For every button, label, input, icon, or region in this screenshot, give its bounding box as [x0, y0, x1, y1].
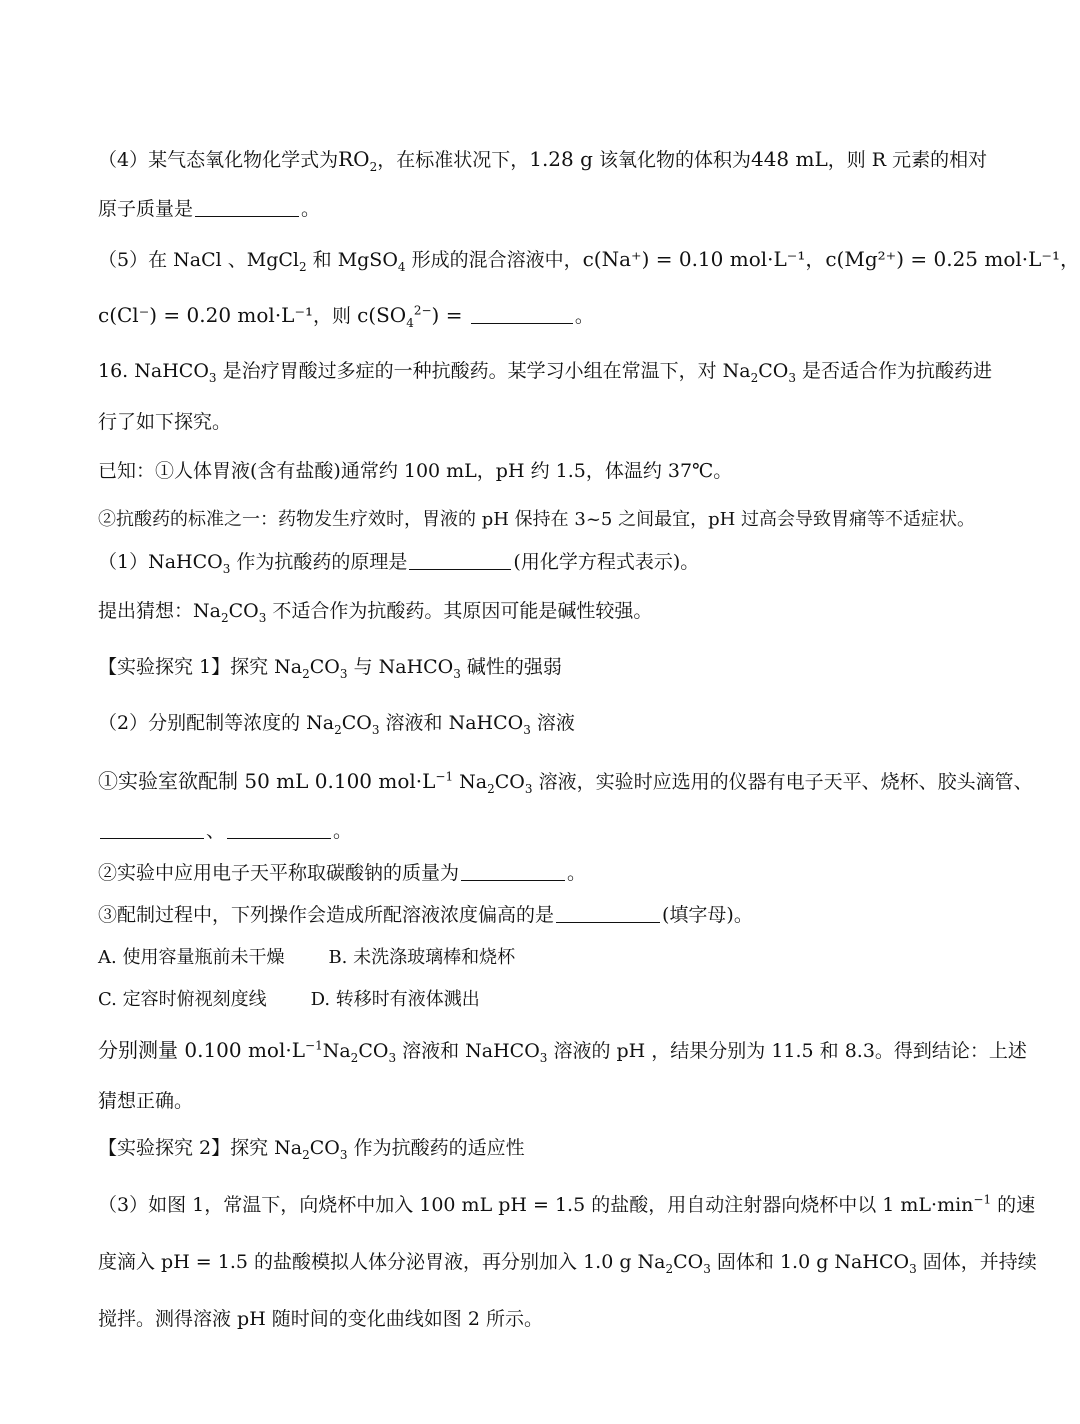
q16-hypothesis: 提出猜想：$Na_2CO_3$ 不适合作为抗酸药。其原因可能是碱性较强。: [98, 600, 653, 625]
option-c[interactable]: C. 定容时俯视刻度线: [98, 989, 267, 1010]
answer-blank[interactable]: [471, 305, 573, 324]
answer-blank[interactable]: [461, 862, 565, 881]
q16-measurement-line1: 分别测量 0.100 $mol\cdot L^{-1}Na_2CO_3$ 溶液和 NaHCO$_3$ 溶液的 pH ，结果分别为 11.5 和 8.3。得到结论：上述: [98, 1038, 1027, 1065]
q15-part5-line1: （5）在 NaCl 、MgCl$_2$ 和 MgSO$_4$ 形成的混合溶液中，c(Na⁺) = 0.10 mol·L⁻¹，c(Mg²⁺) = 0.25 mol·L⁻¹，: [98, 247, 1080, 274]
q16-part3-line3: 搅拌。测得溶液 pH 随时间的变化曲线如图 2 所示。: [98, 1308, 543, 1330]
q16-intro-line2: 行了如下探究。: [98, 411, 232, 433]
q16-options-row2: [98, 989, 480, 1011]
answer-blank[interactable]: [227, 820, 331, 839]
option-b[interactable]: B. 未洗涤玻璃棒和烧杯: [328, 947, 516, 968]
q15-part5-line2: c(Cl⁻) = 0.20 mol·L⁻¹，则 $c(SO_4^{2-})$ = 。: [98, 303, 594, 330]
q16-part1: （1）NaHCO$_3$ 作为抗酸药的原理是 (用化学方程式表示)。: [98, 551, 700, 576]
q16-experiment1-heading: 【实验探究 1】探究 $Na_2CO_3$ 与 NaHCO$_3$ 碱性的强弱: [98, 656, 562, 681]
q15-part4-line2: 原子质量是 。: [98, 198, 321, 220]
answer-blank[interactable]: [409, 551, 511, 570]
q16-experiment2-heading: 【实验探究 2】探究 $Na_2CO_3$ 作为抗酸药的适应性: [98, 1137, 525, 1162]
answer-blank[interactable]: [556, 904, 660, 923]
q16-known-1: 已知：①人体胃液(含有盐酸)通常约 100 mL，pH 约 1.5，体温约 37℃。: [98, 460, 733, 482]
q16-part3-line2: 度滴入 pH = 1.5 的盐酸模拟人体分泌胃液，再分别加入 1.0 g $Na_2CO_3$ 固体和 1.0 g NaHCO$_3$ 固体，并持续: [98, 1251, 1037, 1276]
q16-part2: （2）分别配制等浓度的 $Na_2CO_3$ 溶液和 NaHCO$_3$ 溶液: [98, 712, 575, 737]
q16-part3-line1: （3）如图 1，常温下，向烧杯中加入 100 mL pH = 1.5 的盐酸，用自动注射器向烧杯中以 1 $mL\cdot\min^{-1}$ 的速: [98, 1192, 1036, 1216]
q16-step2: ②实验中应用电子天平称取碳酸钠的质量为 。: [98, 862, 587, 884]
q16-step3: ③配制过程中，下列操作会造成所配溶液浓度偏高的是 (填字母)。: [98, 904, 753, 926]
option-a[interactable]: A. 使用容量瓶前未干燥: [98, 947, 285, 968]
answer-blank[interactable]: [100, 820, 204, 839]
q16-known-2: ②抗酸药的标准之一：药物发生疗效时，胃液的 pH 保持在 3~5 之间最宜，pH 过高会导致胃痛等不适症状。: [98, 509, 976, 530]
q15-part4-line1: （4）某气态氧化物化学式为$RO_2$，在标准状况下，1.28 g 该氧化物的体积为448 mL，则 R 元素的相对: [98, 147, 988, 174]
q16-options-row1: [98, 947, 515, 969]
q16-step1-line1: ①实验室欲配制 50 mL 0.100 $mol\cdot L^{-1}$ $Na_2CO_3$ 溶液，实验时应选用的仪器有电子天平、烧杯、胶头滴管、: [98, 769, 1033, 796]
q16-intro-line1: 16. NaHCO$_3$ 是治疗胃酸过多症的一种抗酸药。某学习小组在常温下，对 $Na_2CO_3$ 是否适合作为抗酸药进: [98, 360, 993, 385]
q16-step1-line2: 、 。: [98, 820, 352, 843]
answer-blank[interactable]: [195, 198, 299, 217]
q16-measurement-line2: 猜想正确。: [98, 1090, 194, 1112]
option-d[interactable]: D. 转移时有液体溅出: [310, 989, 480, 1010]
